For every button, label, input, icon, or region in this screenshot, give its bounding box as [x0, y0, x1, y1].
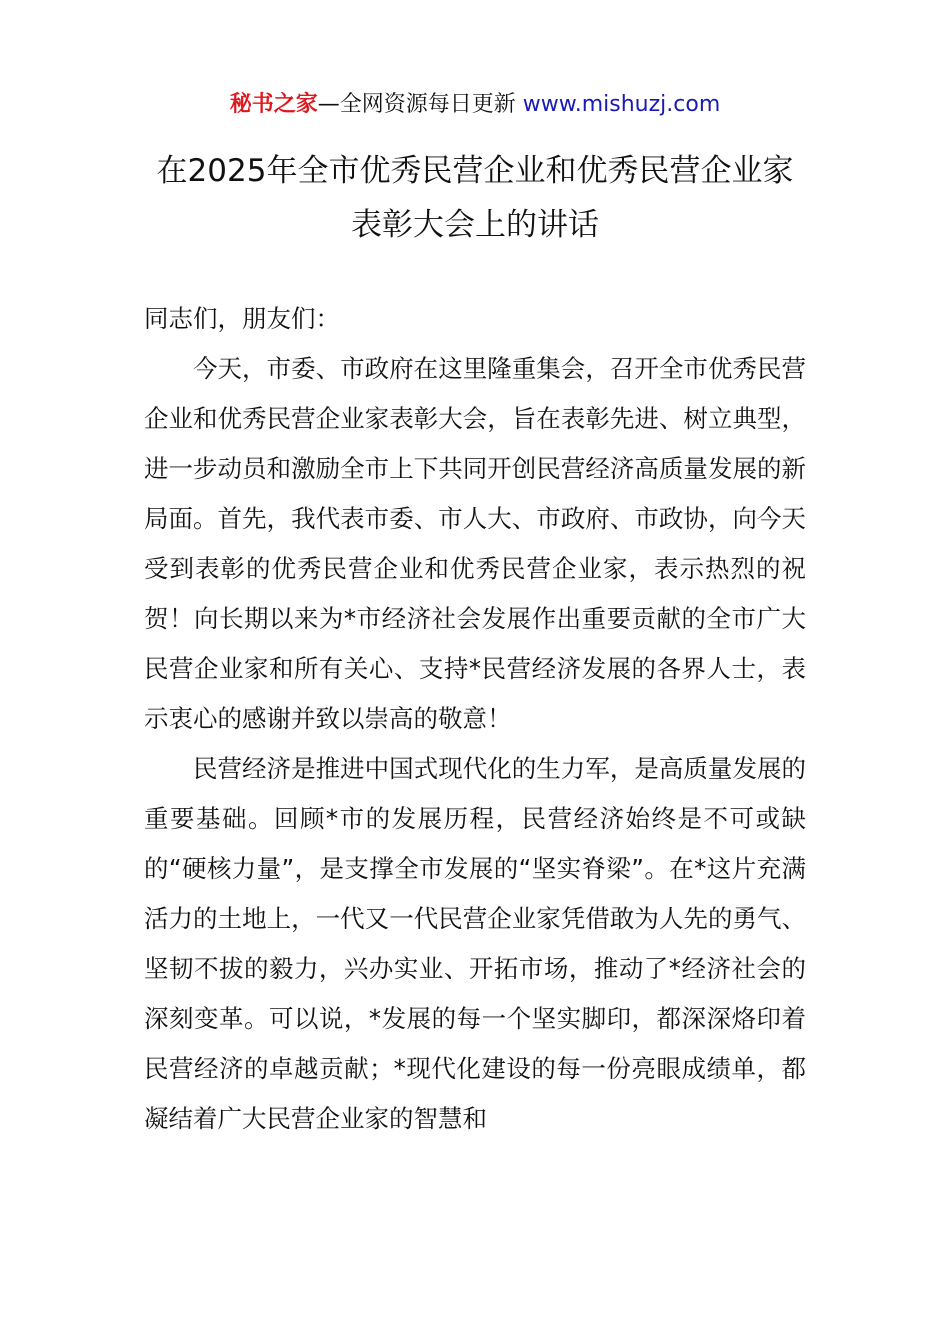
paragraph-2: 民营经济是推进中国式现代化的生力军，是高质量发展的重要基础。回顾*市的发展历程，民营经济始终是不可或缺的“硬核力量”，是支撑全市发展的“坚实脊梁”。在*这片充满活力的土地上，一代又一代民营企业家凭借敢为人先的勇气、坚韧不拔的毅力，兴办实业、开拓市场，推动了*经济社会的深刻变革。可以说，*发展的每一个坚实脚印，都深深烙印着民营经济的卓越贡献；*现代化建设的每一份亮眼成绩单，都凝结着广大民营企业家的智慧和	[144, 754, 806, 1133]
title-line-2: 表彰大会上的讲话	[351, 207, 599, 243]
site-url-link[interactable]: www.mishuzj.com	[522, 92, 721, 117]
header-tagline: —全网资源每日更新	[317, 92, 516, 117]
salutation: 同志们，朋友们：	[144, 304, 340, 333]
document-title	[100, 144, 850, 252]
brand-name: 秘书之家	[229, 92, 318, 117]
title-line-1: 在2025年全市优秀民营企业和优秀民营企业家	[156, 153, 794, 189]
paragraph-1: 今天，市委、市政府在这里隆重集会，召开全市优秀民营企业和优秀民营企业家表彰大会，旨在表彰先进、树立典型，进一步动员和激励全市上下共同开创民营经济高质量发展的新局面。首先，我代表市委、市人大、市政府、市政协，向今天受到表彰的优秀民营企业和优秀民营企业家，表示热烈的祝贺！向长期以来为*市经济社会发展作出重要贡献的全市广大民营企业家和所有关心、支持*民营经济发展的各界人士，表示衷心的感谢并致以崇高的敬意！	[144, 354, 806, 733]
site-header	[0, 88, 950, 122]
document-body	[144, 294, 806, 1144]
